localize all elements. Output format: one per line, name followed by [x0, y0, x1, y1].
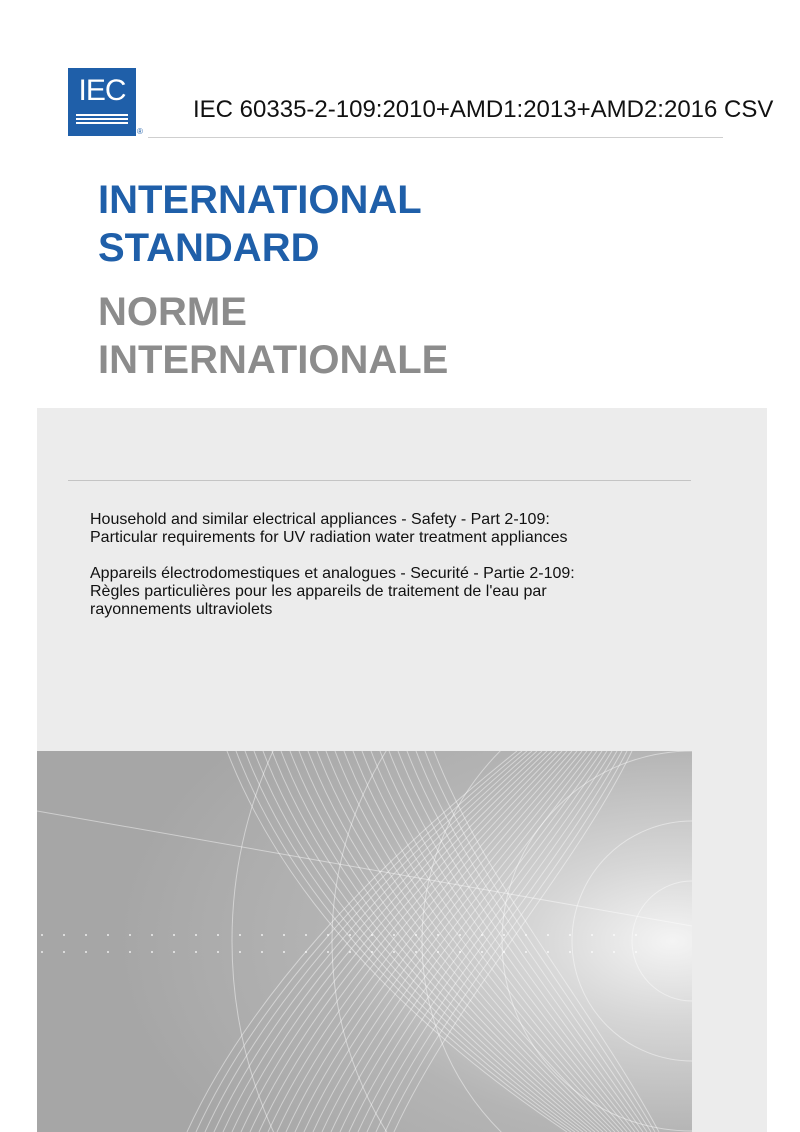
description-french: [90, 565, 690, 619]
art-dot: [41, 934, 43, 936]
art-dot: [85, 934, 87, 936]
art-dot: [547, 951, 549, 953]
art-dot: [371, 934, 373, 936]
art-dot: [195, 934, 197, 936]
title-french: [98, 288, 448, 384]
art-dot: [173, 934, 175, 936]
art-dot: [393, 934, 395, 936]
art-dot: [305, 951, 307, 953]
art-dot: [569, 951, 571, 953]
art-dot: [283, 951, 285, 953]
art-dot: [547, 934, 549, 936]
document-id: IEC 60335-2-109:2010+AMD1:2013+AMD2:2016 CSV: [193, 96, 774, 123]
art-dot: [503, 951, 505, 953]
art-dot: [525, 951, 527, 953]
art-dot: [129, 934, 131, 936]
art-dot: [217, 934, 219, 936]
art-dot: [459, 951, 461, 953]
art-dot: [283, 934, 285, 936]
art-dot: [239, 951, 241, 953]
art-dot: [459, 934, 461, 936]
art-dot: [349, 934, 351, 936]
header-divider: [148, 137, 723, 138]
cover-artwork: [37, 751, 692, 1132]
logo-text: IEC: [78, 74, 126, 107]
art-dot: [635, 934, 637, 936]
document-description: [90, 511, 690, 637]
description-english: [90, 511, 690, 547]
art-dot: [41, 951, 43, 953]
description-line: rayonnements ultraviolets: [90, 601, 273, 618]
art-dot: [503, 934, 505, 936]
title-french-line: INTERNATIONALE: [98, 338, 449, 382]
iec-logo: [68, 68, 136, 136]
art-dot: [261, 951, 263, 953]
art-dot: [85, 951, 87, 953]
art-dot: [107, 951, 109, 953]
art-dot: [63, 951, 65, 953]
art-dot: [173, 951, 175, 953]
title-english-line: INTERNATIONAL: [98, 178, 422, 222]
description-line: Règles particulières pour les appareils de traitement de l'eau par: [90, 583, 547, 600]
art-dot: [217, 951, 219, 953]
art-dot: [525, 934, 527, 936]
art-dot: [415, 934, 417, 936]
description-line: Particular requirements for UV radiation water treatment appliances: [90, 529, 568, 546]
art-dot: [437, 951, 439, 953]
art-dot: [613, 934, 615, 936]
art-dot: [569, 934, 571, 936]
art-dot: [481, 951, 483, 953]
art-dot: [151, 934, 153, 936]
art-dot: [261, 934, 263, 936]
art-dot: [393, 951, 395, 953]
title-english: [98, 176, 422, 272]
logo-lines-icon: [76, 114, 128, 128]
art-dot: [239, 934, 241, 936]
title-french-line: NORME: [98, 290, 247, 334]
panel-divider: [68, 480, 691, 481]
art-dot: [481, 934, 483, 936]
art-dot: [415, 951, 417, 953]
art-dot: [591, 951, 593, 953]
art-dot: [349, 951, 351, 953]
registered-mark: ®: [137, 127, 143, 136]
art-dot: [195, 951, 197, 953]
art-dot: [635, 951, 637, 953]
art-dot: [327, 951, 329, 953]
art-dot: [371, 951, 373, 953]
art-dot: [613, 951, 615, 953]
art-dot: [437, 934, 439, 936]
description-line: Household and similar electrical appliances - Safety - Part 2-109:: [90, 511, 550, 528]
description-line: Appareils électrodomestiques et analogues - Securité - Partie 2-109:: [90, 565, 575, 582]
art-dot: [63, 934, 65, 936]
art-dot: [151, 951, 153, 953]
title-english-line: STANDARD: [98, 226, 320, 270]
art-dot: [107, 934, 109, 936]
art-dot: [327, 934, 329, 936]
art-dot: [129, 951, 131, 953]
art-dot: [591, 934, 593, 936]
art-dot: [305, 934, 307, 936]
